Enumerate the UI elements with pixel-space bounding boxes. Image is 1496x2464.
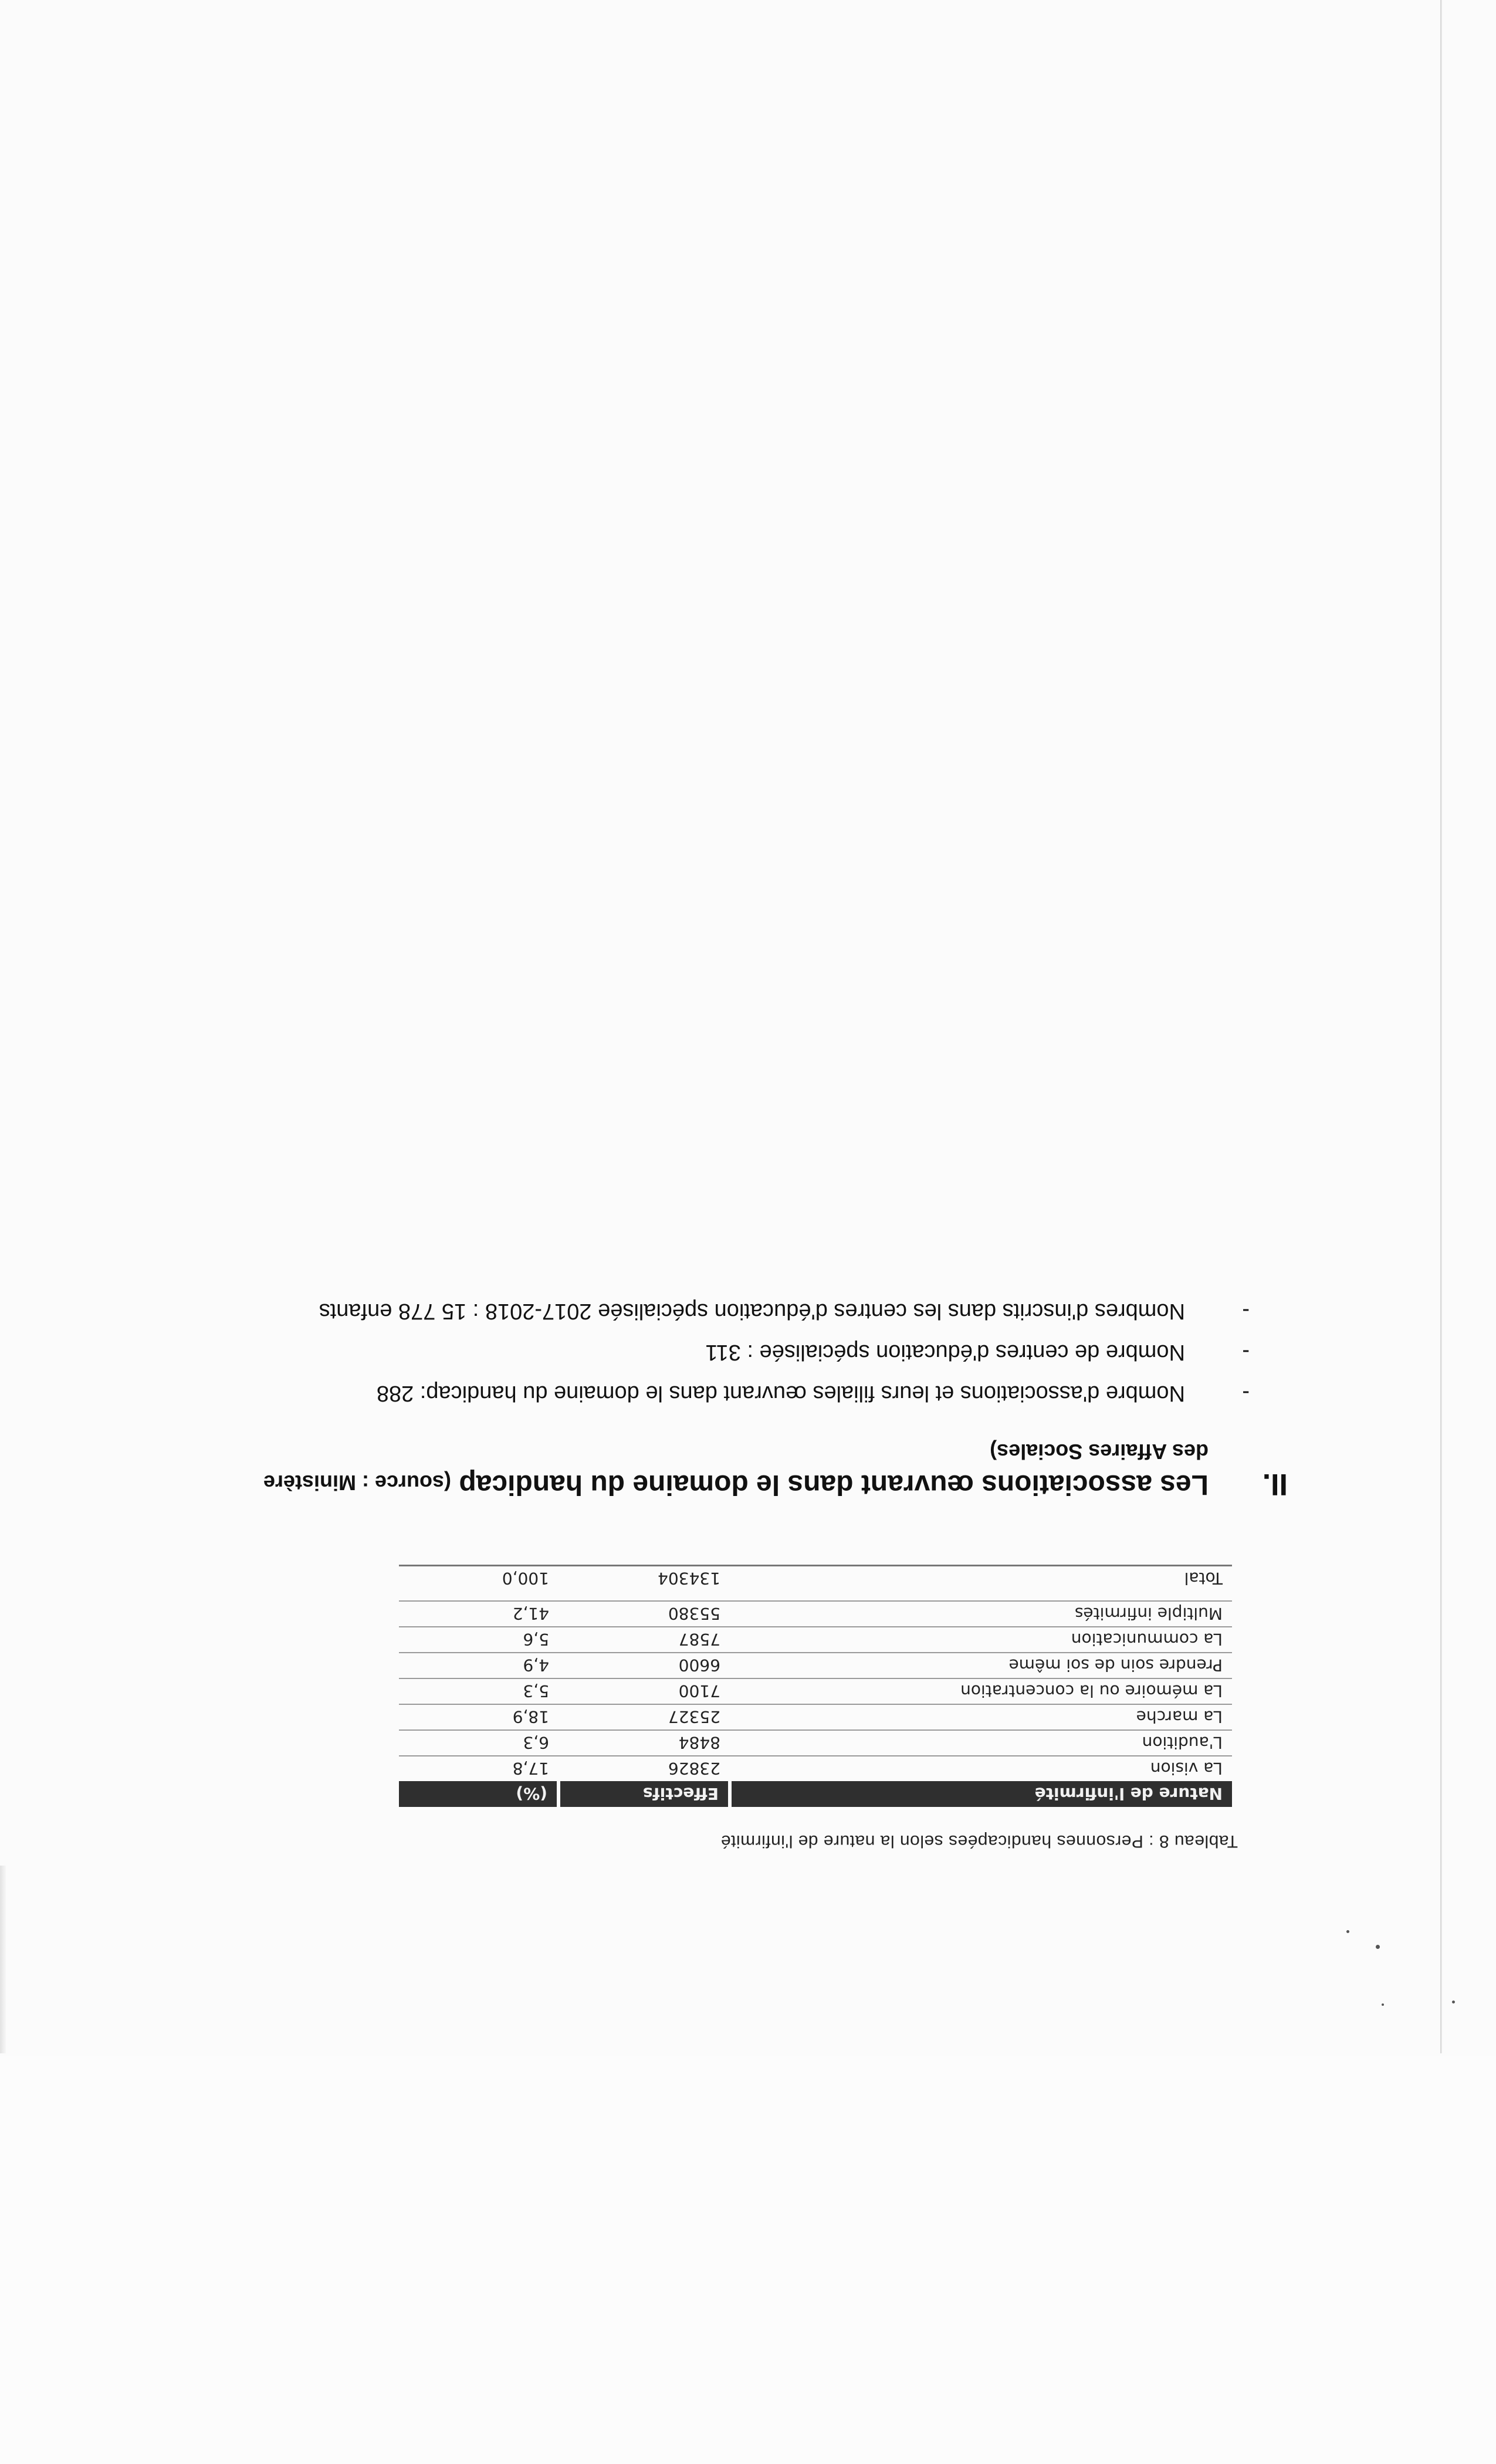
cell-total-label: Total [730,1566,1232,1602]
cell-nature: La mémoire ou la concentration [730,1678,1232,1704]
bullet-text: Nombre de centres d'éducation spécialisée : 311 [705,1340,1185,1365]
section-source-continued: des Affaires Sociales) [990,1440,1209,1464]
cell-effectifs: 23826 [559,1756,730,1781]
table-total-row [399,1566,1232,1602]
bullet-text: Nombre d'associations et leurs filiales œuvrant dans le domaine du handicap: 288 [376,1381,1185,1406]
cell-nature: La communication [730,1627,1232,1653]
cell-effectifs: 6600 [559,1653,730,1678]
section-number: II. [1262,1467,1288,1501]
cell-percent: 41,2 [399,1601,559,1627]
table-row [399,1653,1232,1678]
cell-nature: La marche [730,1704,1232,1730]
list-item [135,1373,1250,1414]
bullet-list [135,1291,1250,1414]
header-effectifs: Effectifs [559,1781,730,1807]
cell-percent: 4,9 [399,1653,559,1678]
table-header-row [399,1781,1232,1807]
table-row [399,1678,1232,1704]
section-title-text: Les associations œuvrant dans le domaine du handicap [459,1469,1209,1500]
cell-nature: L'audition [730,1730,1232,1756]
bullet-dash: - [1242,1299,1250,1324]
table-row [399,1601,1232,1627]
cell-effectifs: 7587 [559,1627,730,1653]
cell-effectifs: 8484 [559,1730,730,1756]
cell-total-percent: 100,0 [399,1566,559,1602]
cell-percent: 18,9 [399,1704,559,1730]
table-row [399,1730,1232,1756]
section-source: (source : Ministère [263,1471,452,1495]
bullet-text: Nombres d'inscrits dans les centres d'éducation spécialisée 2017-2018 : 15 778 enfants [319,1299,1185,1324]
cell-effectifs: 25327 [559,1704,730,1730]
table-row [399,1704,1232,1730]
table-row [399,1627,1232,1653]
cell-nature: Multiple infirmités [730,1601,1232,1627]
handicap-table [399,1565,1232,1807]
bullet-dash: - [1242,1381,1250,1406]
list-item [135,1291,1250,1332]
cell-total-effectifs: 134304 [559,1566,730,1602]
cell-percent: 5,6 [399,1627,559,1653]
cell-nature: La vision [730,1756,1232,1781]
section-title [141,1465,1209,1502]
header-percent: (%) [399,1781,559,1807]
cell-percent: 5,3 [399,1678,559,1704]
header-nature: Nature de l'infirmité [730,1781,1232,1807]
cell-effectifs: 55380 [559,1601,730,1627]
table-row [399,1756,1232,1781]
list-item [135,1332,1250,1373]
cell-effectifs: 7100 [559,1678,730,1704]
cell-percent: 6,3 [399,1730,559,1756]
bullet-dash: - [1242,1340,1250,1365]
table-caption: Tableau 8 : Personnes handicapées selon la nature de l'infirmité [720,1832,1238,1851]
cell-nature: Prendre soin de soi même [730,1653,1232,1678]
cell-percent: 17,8 [399,1756,559,1781]
